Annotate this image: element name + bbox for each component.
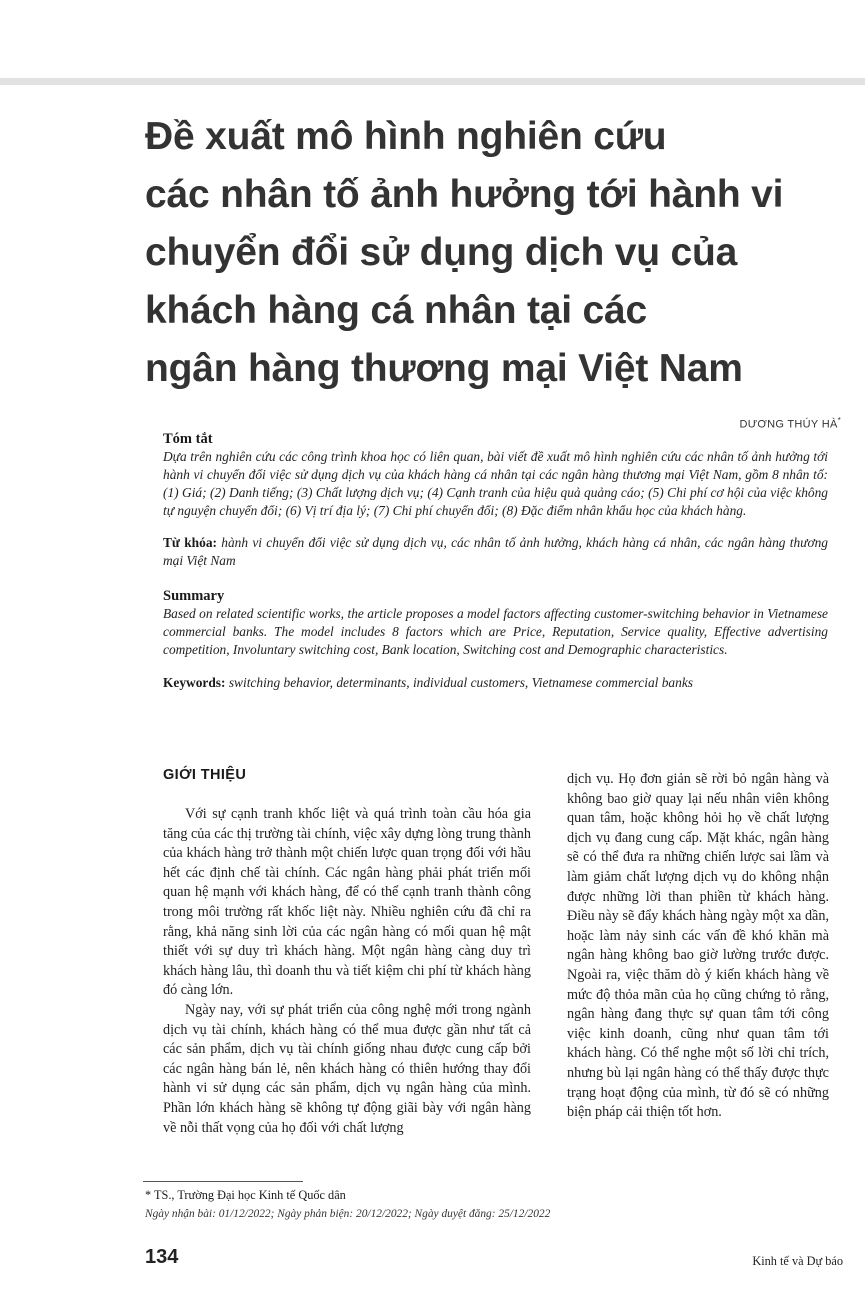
keywords-en-text: switching behavior, determinants, individual customers, Vietnamese commercial banks	[228, 675, 693, 690]
abstract-block	[163, 430, 828, 692]
abstract-vi-heading: Tóm tắt	[163, 431, 213, 447]
abstract-vi-text: Dựa trên nghiên cứu các công trình khoa học có liên quan, bài viết đề xuất mô hình nghiên cứu các nhân tố ảnh hưởng tới hành vi chuyển đổi việc sử dụng dịch vụ của khách hàng cá nhân tại các ngân hàng thương mại Việt Nam, gồm 8 nhân tố: (1) Giá; (2) Danh tiếng; (3) Chất lượng dịch vụ; (4) Cạnh tranh của hiệu quả quảng cáo; (5) Chi phí cơ hội của việc không tự nguyện chuyển đổi; (6) Vị trí địa lý; (7) Chi phí chuyển đổi; (8) Đặc điểm nhân khẩu học của khách hàng.	[163, 449, 828, 518]
title-line: khách hàng cá nhân tại các	[145, 289, 647, 332]
body-column-right	[567, 770, 829, 1123]
footnote-rule	[143, 1181, 303, 1182]
author-name: DƯƠNG THÚY HÀ	[739, 418, 838, 431]
journal-name: Kinh tế và Dự báo	[752, 1254, 843, 1268]
intro-heading: GIỚI THIỆU	[163, 767, 247, 783]
body-paragraph: dịch vụ. Họ đơn giản sẽ rời bỏ ngân hàng và không bao giờ quay lại nếu nhân viên không quan tâm, hoặc không hỏi họ về chất lượng dịch vụ đang cung cấp. Mặt khác, ngân hàng sẽ có thể đưa ra những chiến lược sai lầm và làm giảm chất lượng dịch vụ do không nhận được những lời than phiền từ khách hàng. Điều này sẽ đẩy khách hàng ngày một xa dần, hoặc làm nảy sinh các vấn đề khó khăn mà ngân hàng không bao giờ lường trước được. Ngoài ra, việc thăm dò ý kiến khách hàng về mức độ thỏa mãn của họ cũng chứng tỏ rằng, ngân hàng đang thực sự quan tâm tới công việc kinh doanh, cũng như quan tâm tới khách hàng. Có thể nghe một số lời chỉ trích, nhưng bù lại ngân hàng có thể thấy được thực trạng hoạt động của mình, từ đó sẽ có những biện pháp cải thiện tốt hơn.	[567, 771, 829, 1121]
keywords-en	[163, 674, 828, 692]
page-number: 134	[145, 1246, 179, 1268]
keywords-vi-label: Từ khóa:	[163, 535, 217, 550]
header-rule	[0, 78, 865, 85]
abstract-en-text: Based on related scientific works, the article proposes a model factors affecting customer-switching behavior in Vietnamese commercial banks. The model includes 8 factors which are Price, Reputation, Service quality, Effective advertising competition, Involuntary switching cost, Bank location, Switching cost and Demographic characteristics.	[163, 606, 828, 657]
article-title	[145, 108, 845, 398]
title-line: Đề xuất mô hình nghiên cứu	[145, 115, 667, 158]
footnote-affiliation: * TS., Trường Đại học Kinh tế Quốc dân	[145, 1188, 346, 1202]
title-line: ngân hàng thương mại Việt Nam	[145, 347, 743, 390]
footnote-dates: Ngày nhận bài: 01/12/2022; Ngày phản biện: 20/12/2022; Ngày duyệt đăng: 25/12/2022	[145, 1208, 551, 1220]
body-paragraph: Với sự cạnh tranh khốc liệt và quá trình toàn cầu hóa gia tăng của các thị trường tài chính, việc xây dựng lòng trung thành của khách hàng trở thành một chiến lược quan trọng đối với hầu hết các định chế tài chính. Các ngân hàng phải phát triển mối quan hệ mạnh với khách hàng, để có thể cạnh tranh thành công trong môi trường rất khốc liệt này. Nhiều nghiên cứu đã chỉ ra rằng, khả năng sinh lời của các ngân hàng có mối quan hệ mật thiết với sự duy trì khách hàng. Một ngân hàng càng duy trì khách hàng lâu, thì doanh thu và tiết kiệm chi phí từ khách hàng đó càng lớn.	[163, 806, 531, 999]
author-footnote-mark: *	[837, 416, 841, 425]
body-paragraph: Ngày nay, với sự phát triển của công nghệ mới trong ngành dịch vụ tài chính, khách hàng có thể mua được gần như tất cả các sản phẩm, dịch vụ tài chính giống nhau được cung cấp bởi các ngân hàng bán lẻ, nên khách hàng có thiên hướng thay đổi hành vi sử dụng các sản phẩm, dịch vụ ngân hàng của mình. Phần lớn khách hàng sẽ không tự động giãi bày với ngân hàng về nỗi thất vọng của họ đối với chất lượng	[163, 1001, 531, 1136]
keywords-vi	[163, 534, 828, 570]
author	[739, 416, 841, 431]
title-line: các nhân tố ảnh hưởng tới hành vi	[145, 173, 784, 216]
abstract-en-heading: Summary	[163, 588, 225, 604]
keywords-en-label: Keywords:	[163, 675, 226, 690]
footnote	[145, 1186, 825, 1224]
keywords-vi-text: hành vi chuyển đổi việc sử dụng dịch vụ, các nhân tố ảnh hưởng, khách hàng cá nhân, các ngân hàng thương mại Việt Nam	[163, 535, 828, 568]
body-column-left	[163, 805, 531, 1138]
title-line: chuyển đổi sử dụng dịch vụ của	[145, 231, 738, 274]
